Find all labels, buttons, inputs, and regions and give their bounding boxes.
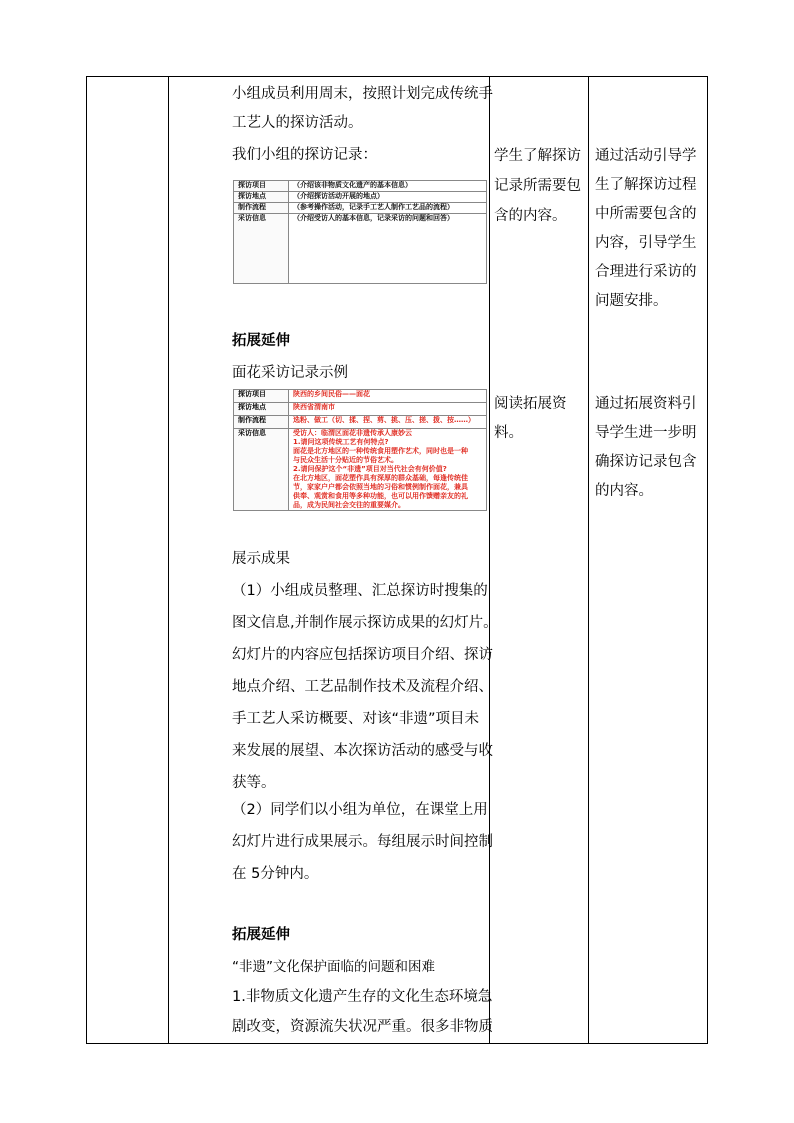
intro-line-2: 工艺人的探访活动。 xyxy=(232,115,363,131)
table-col-border-4 xyxy=(588,76,589,1044)
design-intent-2: 通过拓展资料引导学生进一步明确探访记录包含的内容。 xyxy=(595,396,697,499)
example-key: 制作流程 xyxy=(234,416,289,429)
interview-line: 受访人：临渭区面花非遗传承人康妙云 xyxy=(293,429,412,437)
interview-line: 与民众生活十分贴近的节俗艺术。 xyxy=(293,456,398,464)
problem-title: “非遗”文化保护面临的问题和困难 xyxy=(232,959,435,975)
table-col-border-2 xyxy=(168,76,169,1044)
show-line: 手工艺人采访概要、对该“非遗”项目未 xyxy=(232,711,480,727)
interview-line: 节，家家户户都会依照当地的习俗和惯例制作面花，兼具 xyxy=(293,483,468,491)
record-value: （介绍探访活动开展的地点） xyxy=(289,192,487,203)
table-row xyxy=(234,181,487,192)
example-value: 陕西的乡间民俗——面花 xyxy=(289,390,487,403)
example-key: 探访地点 xyxy=(234,403,289,416)
table-row xyxy=(234,403,487,416)
example-title: 面花采访记录示例 xyxy=(232,365,348,381)
record-key: 探访地点 xyxy=(234,192,289,203)
show-line: 在 5分钟内。 xyxy=(232,866,319,882)
record-key: 制作流程 xyxy=(234,203,289,214)
table-row xyxy=(234,416,487,429)
show-line: 地点介绍、工艺品制作技术及流程介绍、 xyxy=(232,679,493,695)
table-row xyxy=(234,390,487,403)
show-line: 幻灯片的内容应包括探访项目介绍、探访 xyxy=(232,647,493,663)
record-key: 探访项目 xyxy=(234,181,289,192)
show-line: 来发展的展望、本次探访活动的感受与收 xyxy=(232,743,493,759)
table-col-border-5 xyxy=(707,76,708,1044)
extend-heading-1: 拓展延伸 xyxy=(232,333,290,349)
student-activity-1: 学生了解探访记录所需要包含的内容。 xyxy=(494,148,581,224)
extend-heading-2: 拓展延伸 xyxy=(232,927,290,943)
show-line: 图文信息,并制作展示探访成果的幻灯片。 xyxy=(232,615,498,631)
interview-line: 供奉、观赏和食用等多种功能，也可以用作馈赠亲友的礼 xyxy=(293,492,468,500)
interview-line: 2.请问保护这个“非遗”项目对当代社会有何价值? xyxy=(293,465,447,473)
record-value: （介绍受访人的基本信息，记录采访的问题和回答） xyxy=(289,214,487,284)
interview-line: 1.请问这项传统工艺有何特点? xyxy=(293,438,389,446)
design-intent-1: 通过活动引导学生了解探访过程中所需要包含的内容，引导学生合理进行采访的问题安排。 xyxy=(595,148,697,309)
table-row xyxy=(234,192,487,203)
record-title: 我们小组的探访记录： xyxy=(232,147,377,163)
intro-line-1: 小组成员利用周末，按照计划完成传统手 xyxy=(232,86,493,102)
interview-line: 面花是北方地区的一种传统食用塑作艺术，同时也是一种 xyxy=(293,447,468,455)
record-table xyxy=(233,180,487,284)
record-value: （介绍该非物质文化遗产的基本信息） xyxy=(289,181,487,192)
table-row xyxy=(234,203,487,214)
table-row xyxy=(234,429,487,511)
example-key: 采访信息 xyxy=(234,429,289,511)
student-activity-2: 阅读拓展资料。 xyxy=(494,396,567,441)
record-value: （参考操作活动，记录手工艺人制作工艺品的流程） xyxy=(289,203,487,214)
show-line: （1）小组成员整理、汇总探访时搜集的 xyxy=(232,583,488,599)
interview-line: 在北方地区，面花塑作具有深厚的群众基础，每逢传统佳 xyxy=(293,474,468,482)
problem-line: 剧改变，资源流失状况严重。很多非物质 xyxy=(232,1019,493,1035)
table-row xyxy=(234,214,487,284)
show-line: （2）同学们以小组为单位，在课堂上用 xyxy=(232,802,488,818)
show-heading: 展示成果 xyxy=(232,551,290,567)
record-key: 采访信息 xyxy=(234,214,289,284)
example-value: 选粉、做工（切、揉、捏、剪、挑、压、搓、拨、按……） xyxy=(289,416,487,429)
table-col-border-1 xyxy=(86,76,87,1044)
show-line: 幻灯片进行成果展示。每组展示时间控制 xyxy=(232,834,493,850)
example-table xyxy=(233,389,487,511)
example-value: 陕西省渭南市 xyxy=(289,403,487,416)
problem-line: 1.非物质文化遗产生存的文化生态环境急 xyxy=(232,989,493,1005)
table-col-border-3 xyxy=(489,76,490,1044)
show-line: 获等。 xyxy=(232,775,276,791)
table-top-border xyxy=(86,76,708,77)
example-key: 探访项目 xyxy=(234,390,289,403)
example-value xyxy=(289,429,487,511)
table-bottom-border xyxy=(86,1043,708,1044)
interview-line: 品，成为民间社会交往的重要媒介。 xyxy=(293,501,405,509)
